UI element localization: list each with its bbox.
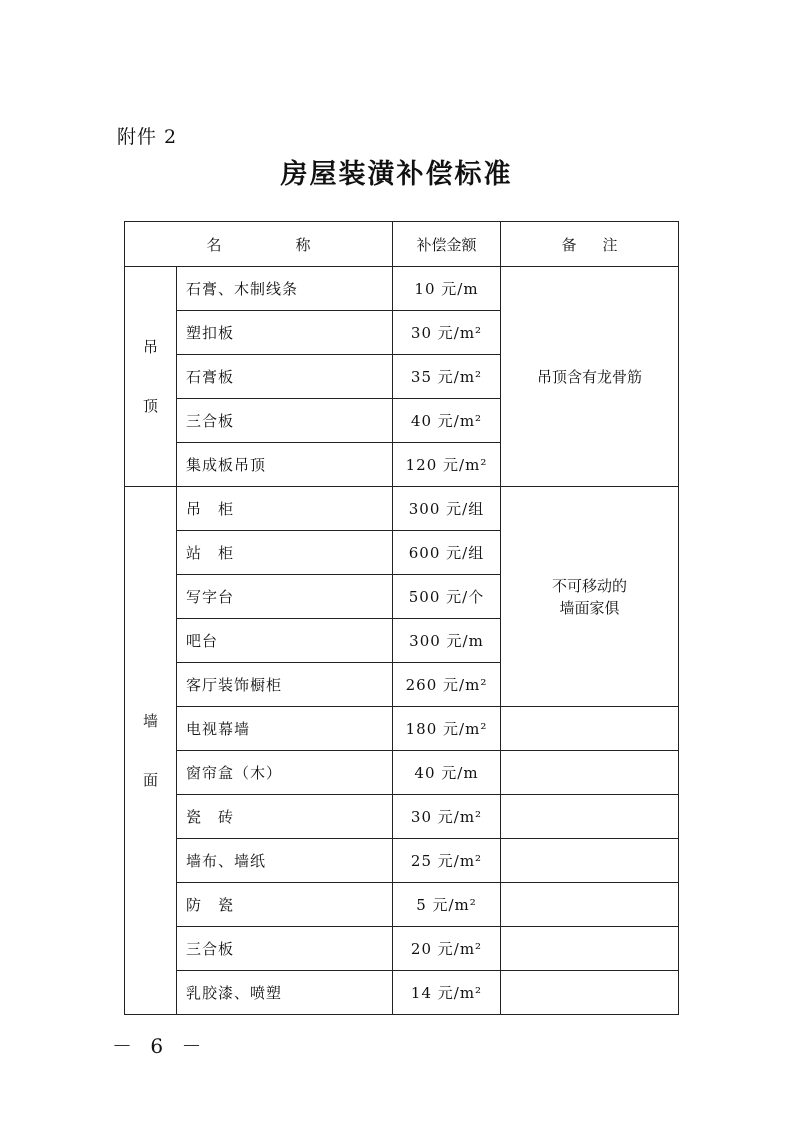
item-name: 石膏、木制线条 — [177, 267, 393, 311]
document-title: 房屋装潢补偿标准 — [280, 159, 513, 190]
table-row — [125, 487, 679, 531]
item-name: 防 瓷 — [177, 883, 393, 927]
item-amount: 120 元/m² — [393, 443, 501, 487]
page-number: － 6 － — [112, 1034, 208, 1058]
item-amount: 30 元/m² — [393, 795, 501, 839]
table-row — [125, 927, 679, 971]
item-amount: 40 元/m² — [393, 399, 501, 443]
item-amount: 30 元/m² — [393, 311, 501, 355]
category-ceiling: 吊 顶 — [125, 267, 177, 487]
item-amount: 10 元/m — [393, 267, 501, 311]
table-row — [125, 795, 679, 839]
item-name: 三合板 — [177, 927, 393, 971]
item-name: 窗帘盒（木） — [177, 751, 393, 795]
item-amount: 260 元/m² — [393, 663, 501, 707]
item-amount: 300 元/组 — [393, 487, 501, 531]
item-name: 写字台 — [177, 575, 393, 619]
item-amount: 500 元/个 — [393, 575, 501, 619]
header-note: 备 注 — [501, 222, 679, 267]
note-empty — [501, 839, 679, 883]
item-amount: 20 元/m² — [393, 927, 501, 971]
note-empty — [501, 927, 679, 971]
item-amount: 40 元/m — [393, 751, 501, 795]
item-name: 墙布、墙纸 — [177, 839, 393, 883]
table-row — [125, 971, 679, 1015]
note-empty — [501, 707, 679, 751]
note-empty — [501, 795, 679, 839]
header-amount: 补偿金额 — [393, 222, 501, 267]
compensation-table — [124, 221, 679, 1015]
note-wall-furniture: 不可移动的 墙面家俱 — [501, 487, 679, 707]
item-name: 站 柜 — [177, 531, 393, 575]
item-amount: 35 元/m² — [393, 355, 501, 399]
item-amount: 5 元/m² — [393, 883, 501, 927]
table-row — [125, 839, 679, 883]
note-empty — [501, 883, 679, 927]
category-wall: 墙 面 — [125, 487, 177, 1015]
table-header-row — [125, 222, 679, 267]
attachment-label: 附件 2 — [117, 126, 178, 148]
item-name: 塑扣板 — [177, 311, 393, 355]
item-amount: 25 元/m² — [393, 839, 501, 883]
note-empty — [501, 751, 679, 795]
item-name: 瓷 砖 — [177, 795, 393, 839]
item-amount: 14 元/m² — [393, 971, 501, 1015]
table-row — [125, 267, 679, 311]
item-name: 乳胶漆、喷塑 — [177, 971, 393, 1015]
item-name: 吧台 — [177, 619, 393, 663]
table-row — [125, 883, 679, 927]
item-name: 电视幕墙 — [177, 707, 393, 751]
table-row — [125, 751, 679, 795]
item-name: 吊 柜 — [177, 487, 393, 531]
item-amount: 600 元/组 — [393, 531, 501, 575]
header-name: 名 称 — [125, 222, 393, 267]
item-name: 石膏板 — [177, 355, 393, 399]
table-row — [125, 707, 679, 751]
item-name: 三合板 — [177, 399, 393, 443]
note-ceiling: 吊顶含有龙骨筋 — [501, 267, 679, 487]
note-empty — [501, 971, 679, 1015]
item-name: 集成板吊顶 — [177, 443, 393, 487]
item-amount: 300 元/m — [393, 619, 501, 663]
item-amount: 180 元/m² — [393, 707, 501, 751]
item-name: 客厅装饰橱柜 — [177, 663, 393, 707]
